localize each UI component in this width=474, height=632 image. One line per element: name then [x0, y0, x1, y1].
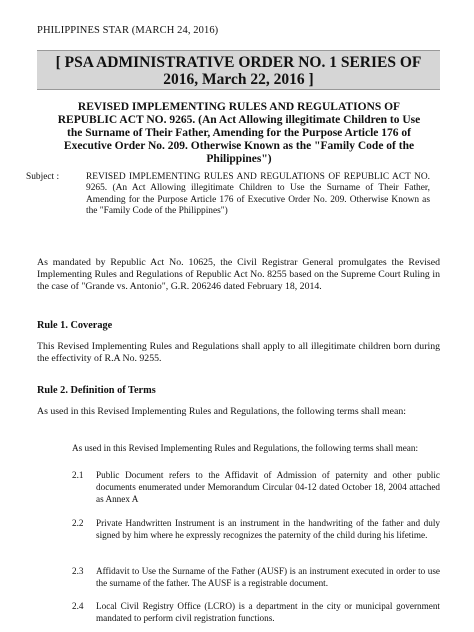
rule-2-intro: As used in this Revised Implementing Rules and Regulations, the following terms shall mean: [37, 406, 406, 417]
rule-1-text: This Revised Implementing Rules and Regulations shall apply to all illegitimate children born during the effectivity of R.A No. 9255. [37, 341, 440, 365]
item-number: 2.1 [72, 470, 84, 480]
subject-label: Subject : [26, 172, 60, 182]
item-number: 2.3 [72, 566, 84, 576]
title-line-1: [ PSA ADMINISTRATIVE ORDER NO. 1 SERIES OF [55, 54, 422, 71]
title-banner [37, 50, 440, 90]
title-line-2: 2016, March 22, 2016 ] [163, 71, 314, 88]
item-text: Affidavit to Use the Surname of the Father (AUSF) is an instrument executed in order to use the surname of the father. The AUSF is a registrable document. [96, 566, 440, 588]
item-text: Local Civil Registry Office (LCRO) is a department in the city or municipal government mandated to perform civil registration functions. [96, 601, 440, 623]
item-text: Private Handwritten Instrument is an instrument in the handwriting of the father and duly signed by him where he expressly recognizes the paternity of the child during his lifetime. [96, 518, 440, 540]
source-line: PHILIPPINES STAR (MARCH 24, 2016) [37, 25, 219, 36]
item-number: 2.2 [72, 518, 84, 528]
rule-2-heading: Rule 2. Definition of Terms [37, 385, 156, 396]
item-text: Public Document refers to the Affidavit of Admission of paternity and other public documents enumerated under Memorandum Circular 04-12 dated October 18, 2004 attached as Annex A [96, 470, 440, 504]
rule-1-heading: Rule 1. Coverage [37, 320, 113, 331]
intro-paragraph: As mandated by Republic Act No. 10625, the Civil Registrar General promulgates the Revised Implementing Rules and Regulations of Republic Act No. 8255 based on the Supreme Court Ruling in the case of "Grande vs. Antonio", G.R. 206246 dated February 18, 2014. [37, 257, 440, 293]
item-number: 2.4 [72, 601, 84, 611]
subject-text: REVISED IMPLEMENTING RULES AND REGULATIONS OF REPUBLIC ACT NO. 9265. (An Act Allowing illegitimate Children to Use the Surname of Their Father, Amending for the Purpose Article 176 of Executive Order No. 209. Otherwise Known as the "Family Code of the Philippines") [86, 172, 430, 216]
rule-2-sub-intro: As used in this Revised Implementing Rules and Regulations, the following terms shall mean: [72, 443, 419, 453]
document-heading: REVISED IMPLEMENTING RULES AND REGULATIONS OF REPUBLIC ACT NO. 9265. (An Act Allowing illegitimate Children to Use the Surname of Their Father, Amending for the Purpose Article 176 of Executive Order No. 209. Otherwise Known as the "Family Code of the Philippines") [57, 101, 421, 165]
